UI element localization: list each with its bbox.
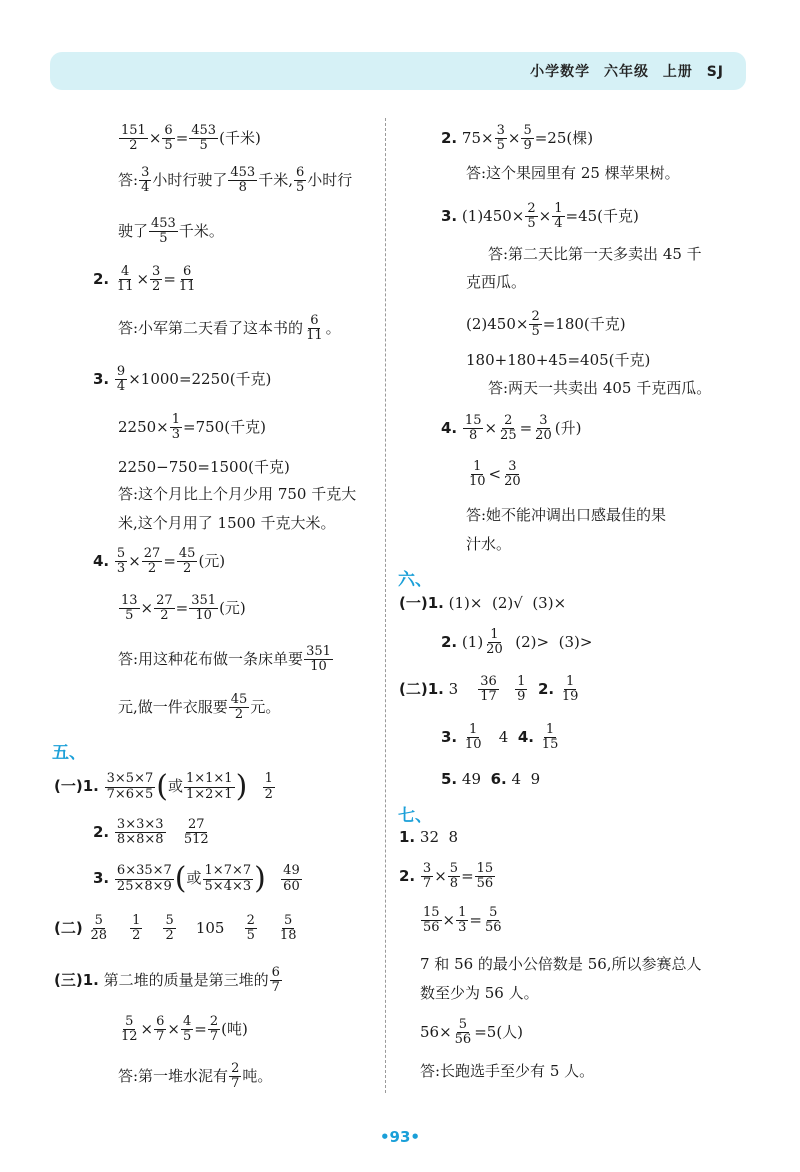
fraction: $\frac{3}{20}$ [504,459,521,490]
fraction: $\frac{36}{17}$ [480,674,497,705]
fraction: $\frac{45}{2}$ [230,692,248,723]
answer-line: 答:两天一共卖出 405 千克西瓜。 [488,379,712,397]
fraction: $\frac{5}{56}$ [454,1017,472,1048]
answer-line: $\frac{1}{10}$ < $\frac{3}{20}$ [469,459,521,490]
answer-line: 答:这个月比上个月少用 750 千克大 [118,485,357,503]
answer-line: 答:第二天比第一天多卖出 45 千 [488,245,702,263]
answer-line: 数至少为 56 人。 [420,984,539,1002]
fraction: $\frac{3}{7}$ [422,861,432,892]
fraction: $\frac{1}{10}$ [469,459,486,490]
fraction: $\frac{3}{2}$ [152,264,161,295]
fraction: $\frac{5}{9}$ [523,123,532,154]
answer-line: 7 和 56 的最小公倍数是 56,所以参赛总人 [420,955,702,973]
answer-line: 元,做一件衣服要 $\frac{45}{2}$ 元。 [118,692,281,723]
fraction: $\frac{1}{19}$ [561,674,579,705]
fraction: $\frac{2}{7}$ [209,1014,219,1045]
fraction: $\frac{2}{25}$ [500,413,517,444]
answer-line: 克西瓜。 [466,273,527,291]
page-number: •93• [379,1128,421,1146]
answer-line: (一)1. (1)× (2)√ (3)× [399,594,567,612]
answer-line: $\frac{151}{2}$ × $\frac{6}{5}$ = $\frac{453}{5}$ (千米) [121,123,261,154]
answer-line: 1. 32 8 [399,828,459,846]
answer-line: (二) $\frac{5}{28}$ $\frac{1}{2}$ $\frac{5}{2}$ 105 $\frac{2}{5}$ $\frac{5}{18}$ [54,913,297,944]
fraction: $\frac{1}{3}$ [458,905,467,936]
fraction: $\frac{2}{5}$ [527,201,536,232]
answer-line: (2)450× $\frac{2}{5}$ =180(千克) [466,309,626,340]
fraction: $\frac{1}{15}$ [541,722,559,753]
fraction: $\frac{1}{10}$ [464,722,482,753]
fraction: $\frac{2}{5}$ [531,309,540,340]
answer-line: 2250−750=1500(千克) [118,458,290,476]
fraction: $\frac{49}{60}$ [283,863,300,894]
fraction: $\frac{15}{8}$ [464,413,482,444]
answer-line: 答:小军第二天看了这本书的 $\frac{6}{11}$ 。 [118,313,341,344]
fraction: $\frac{3\times 5\times 7}{7\times 6\times 5}$ [106,771,154,802]
answer-line: 答:长跑选手至少有 5 人。 [420,1062,595,1080]
section-title-6: 六、 [398,570,432,590]
fraction: $\frac{15}{56}$ [423,905,440,936]
fraction: $\frac{3}{20}$ [535,413,552,444]
answer-line: $\frac{15}{56}$ × $\frac{1}{3}$ = $\frac{5}{56}$ [423,905,502,936]
fraction: $\frac{6}{7}$ [156,1014,165,1045]
answer-line: 答:这个果园里有 25 棵苹果树。 [466,164,680,182]
fraction: $\frac{5}{12}$ [121,1014,138,1045]
answer-line: 2. $\frac{4}{11}$ × $\frac{3}{2}$ = $\frac{6}{11}$ [93,264,196,295]
answer-line: 米,这个月用了 1500 千克大米。 [118,514,336,532]
fraction: $\frac{5}{18}$ [279,913,297,944]
answer-line: 3. $\frac{1}{10}$ 4 4. $\frac{1}{15}$ [441,722,559,753]
answer-line: 2250× $\frac{1}{3}$ =750(千克) [118,412,266,443]
answer-line: 答:第一堆水泥有 $\frac{2}{7}$ 吨。 [118,1061,273,1092]
answer-line: 2. 75× $\frac{3}{5}$ × $\frac{5}{9}$ =25(棵) [441,123,594,154]
answer-line: 答:用这种花布做一条床单要 $\frac{351}{10}$ [118,644,331,675]
fraction: $\frac{4}{5}$ [182,1014,192,1045]
fraction: $\frac{453}{5}$ [151,216,176,247]
answer-line: 答:她不能冲调出口感最佳的果 [466,506,667,524]
answer-line: 3. (1)450× $\frac{2}{5}$ × $\frac{1}{4}$ =45(千克) [441,201,639,232]
answer-line: 5. 49 6. 4 9 [441,770,541,788]
answer-line: 4. $\frac{15}{8}$ × $\frac{2}{25}$ = $\frac{3}{20}$ (升) [441,413,582,444]
fraction: $\frac{3\times 3\times 3}{8\times 8\times 8}$ [116,817,164,848]
fraction: $\frac{6}{11}$ [306,313,323,344]
answer-line: 3. $\frac{6\times 35\times 7}{25\times 8\times 9}$ (或 $\frac{1\times 7\times 7}{5\times 4\times 3}$ ) $\frac{49}{60}$ [93,861,300,896]
page-header [50,52,746,90]
answer-line: 2. $\frac{3}{7}$ × $\frac{5}{8}$ = $\frac{15}{56}$ [399,861,494,892]
fraction: $\frac{1}{20}$ [486,627,503,658]
section-title-7: 七、 [398,806,432,826]
fraction: $\frac{5}{3}$ [116,546,126,577]
answer-line: 驶了 $\frac{453}{5}$ 千米。 [118,216,224,247]
fraction: $\frac{27}{2}$ [156,593,173,624]
answer-line: (二)1. 3 $\frac{36}{17}$ $\frac{1}{9}$ 2. $\frac{1}{19}$ [399,674,579,705]
section-title-5: 五、 [52,743,86,763]
header-title: 小学数学 六年级 上册 SJ [530,64,724,80]
answer-line: $\frac{5}{12}$ × $\frac{6}{7}$ × $\frac{4}{5}$ = $\frac{2}{7}$ (吨) [121,1014,248,1045]
answer-line: (三)1. 第二堆的质量是第三堆的 $\frac{6}{7}$ [54,965,280,996]
fraction: $\frac{453}{5}$ [191,123,217,154]
fraction: $\frac{5}{2}$ [165,913,174,944]
fraction: $\frac{2}{5}$ [246,913,255,944]
fraction: $\frac{1}{2}$ [264,771,273,802]
fraction: $\frac{1}{4}$ [554,201,563,232]
fraction: $\frac{45}{2}$ [178,546,196,577]
answer-line: 56× $\frac{5}{56}$ =5(人) [420,1017,524,1048]
fraction: $\frac{1\times 1\times 1}{1\times 2\times 1}$ [185,771,233,802]
fraction: $\frac{6}{5}$ [164,123,173,154]
fraction: $\frac{9}{4}$ [116,364,126,395]
fraction: $\frac{4}{11}$ [116,264,134,295]
answer-line: 汁水。 [466,535,512,553]
answer-line: 2. $\frac{3\times 3\times 3}{8\times 8\times 8}$ $\frac{27}{512}$ [93,817,209,848]
answer-line: $\frac{13}{5}$ × $\frac{27}{2}$ = $\frac{351}{10}$ (元) [121,593,246,624]
fraction: $\frac{3}{5}$ [496,123,505,154]
fraction: $\frac{1\times 7\times 7}{5\times 4\times 3}$ [204,863,252,894]
answer-line: 2. (1) $\frac{1}{20}$ (2)> (3)> [441,627,593,658]
fraction: $\frac{5}{28}$ [90,913,108,944]
answer-line: 答: $\frac{3}{4}$ 小时行驶了 $\frac{453}{8}$ 千米, $\frac{6}{5}$ 小时行 [118,165,353,196]
fraction: $\frac{151}{2}$ [121,123,146,154]
fraction: $\frac{13}{5}$ [121,593,138,624]
answer-line: (一)1. $\frac{3\times 5\times 7}{7\times 6\times 5}$ (或 $\frac{1\times 1\times 1}{1\times 2\times 1}$ ) $\frac{1}{2}$ [54,769,273,804]
answer-line: 4. $\frac{5}{3}$ × $\frac{27}{2}$ = $\frac{45}{2}$ (元) [93,546,226,577]
fraction: $\frac{27}{2}$ [143,546,161,577]
answer-line: 3. $\frac{9}{4}$ ×1000=2250(千克) [93,364,272,395]
fraction: $\frac{6}{7}$ [271,965,280,996]
fraction: $\frac{2}{7}$ [231,1061,240,1092]
fraction: $\frac{1}{9}$ [517,674,526,705]
fraction: $\frac{5}{8}$ [449,861,459,892]
answer-line: 180+180+45=405(千克) [466,351,651,369]
fraction: $\frac{351}{10}$ [191,593,217,624]
fraction: $\frac{6}{11}$ [178,264,196,295]
fraction: $\frac{351}{10}$ [306,644,331,675]
fraction: $\frac{6}{5}$ [295,165,305,196]
fraction: $\frac{1}{2}$ [132,913,141,944]
fraction: $\frac{15}{56}$ [476,861,494,892]
fraction: $\frac{453}{8}$ [230,165,256,196]
column-divider [385,118,386,1093]
fraction: $\frac{1}{3}$ [171,412,181,443]
fraction: $\frac{27}{512}$ [183,817,209,848]
fraction: $\frac{5}{56}$ [484,905,502,936]
fraction: $\frac{6\times 35\times 7}{25\times 8\times 9}$ [116,863,172,894]
fraction: $\frac{3}{4}$ [141,165,150,196]
